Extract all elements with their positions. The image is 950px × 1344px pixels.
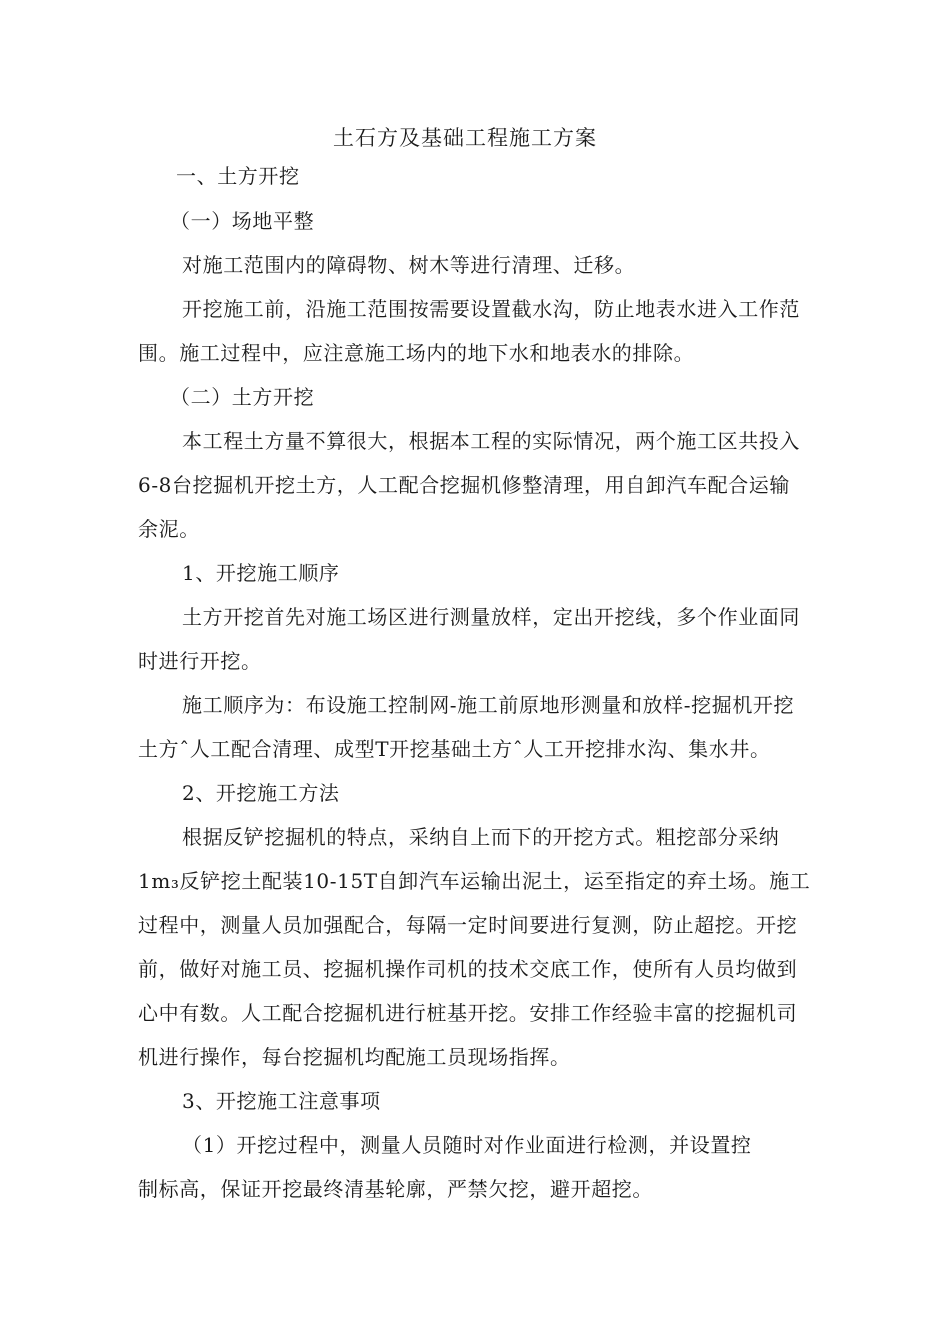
- paragraph-line: 围。施工过程中，应注意施工场内的地下水和地表水的排除。: [138, 341, 695, 365]
- paragraph-line: 土方开挖首先对施工场区进行测量放样，定出开挖线，多个作业面同: [182, 605, 800, 629]
- paragraph-line: 本工程土方量不算很大，根据本工程的实际情况，两个施工区共投入: [182, 429, 800, 453]
- paragraph-line: 施工顺序为：布设施工控制网-施工前原地形测量和放样-挖掘机开挖: [182, 693, 795, 717]
- section-heading-1: 一、土方开挖: [176, 164, 300, 188]
- paragraph-line: 机进行操作，每台挖掘机均配施工员现场指挥。: [138, 1045, 571, 1069]
- document-title: 土石方及基础工程施工方案: [333, 126, 597, 150]
- paragraph-line: 前，做好对施工员、挖掘机操作司机的技术交底工作，使所有人员均做到: [138, 957, 798, 981]
- item-heading-3: 3、开挖施工注意事项: [182, 1089, 381, 1113]
- paragraph-line: 6-8台挖掘机开挖土方，人工配合挖掘机修整清理，用自卸汽车配合运输: [138, 473, 791, 497]
- item-heading-1: 1、开挖施工顺序: [182, 561, 340, 585]
- paragraph-line: 时进行开挖。: [138, 649, 262, 673]
- paragraph-line: 制标高，保证开挖最终清基轮廓，严禁欠挖，避开超挖。: [138, 1177, 653, 1201]
- paragraph-line: 开挖施工前，沿施工范围按需要设置截水沟，防止地表水进入工作范: [182, 297, 800, 321]
- paragraph-line: 对施工范围内的障碍物、树木等进行清理、迁移。: [182, 253, 636, 277]
- paragraph-line: 根据反铲挖掘机的特点，采纳自上而下的开挖方式。粗挖部分采纳: [182, 825, 780, 849]
- subsection-heading-site-leveling: （一）场地平整: [170, 209, 315, 233]
- paragraph-line: （1）开挖过程中，测量人员随时对作业面进行检测，并设置控: [182, 1133, 752, 1157]
- paragraph-line: 过程中，测量人员加强配合，每隔一定时间要进行复测，防止超挖。开挖: [138, 913, 798, 937]
- paragraph-line: 余泥。: [138, 517, 200, 541]
- paragraph-line: 1m₃反铲挖土配装10-15T自卸汽车运输出泥土，运至指定的弃土场。施工: [138, 869, 811, 893]
- paragraph-line: 心中有数。人工配合挖掘机进行桩基开挖。安排工作经验丰富的挖掘机司: [138, 1001, 798, 1025]
- item-heading-2: 2、开挖施工方法: [182, 781, 340, 805]
- subsection-heading-excavation: （二）土方开挖: [170, 385, 315, 409]
- paragraph-line: 土方ˆ人工配合清理、成型T开挖基础土方ˆ人工开挖排水沟、集水井。: [138, 737, 771, 761]
